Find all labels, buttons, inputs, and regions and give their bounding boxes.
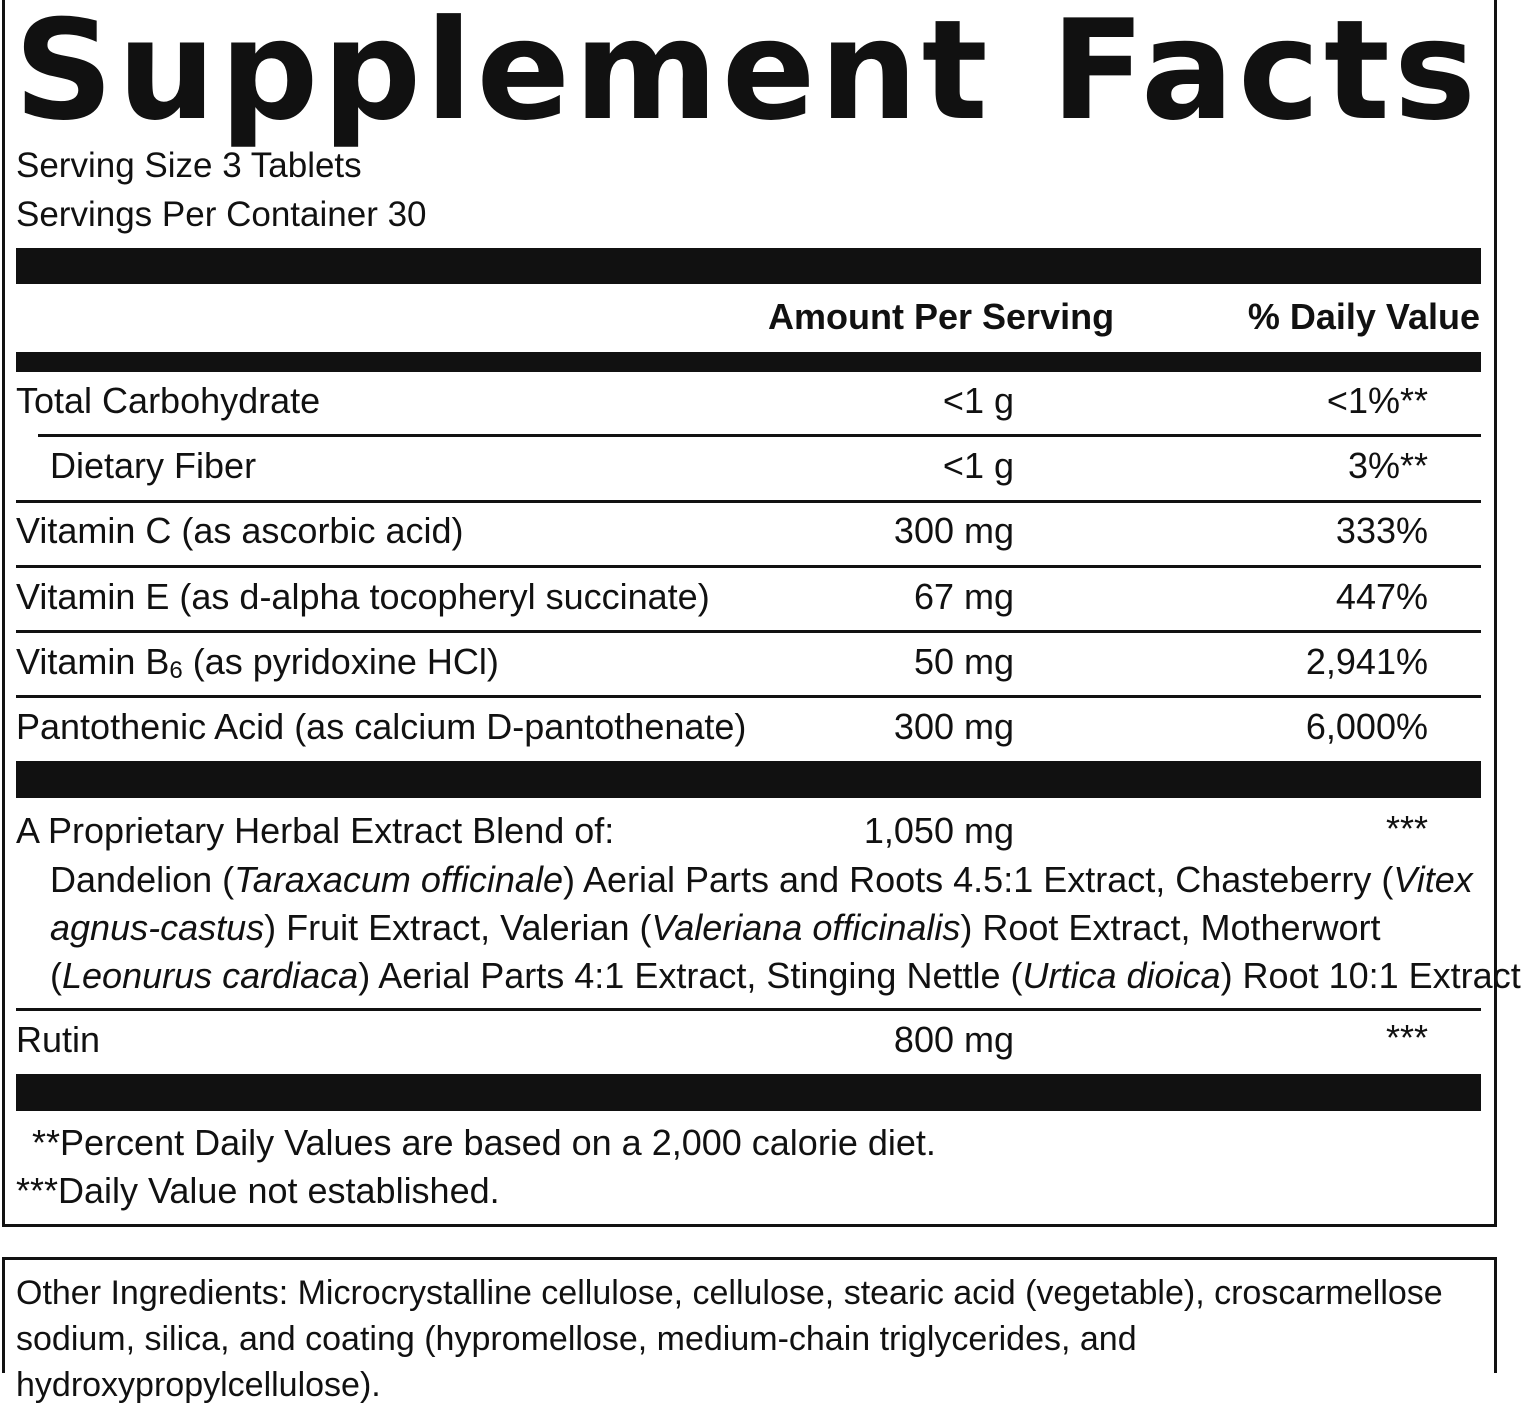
blend-daily-value: *** (1385, 808, 1428, 849)
nutrient-amount: 300 mg (893, 510, 1014, 551)
footnote-daily-value-not-established: ***Daily Value not established. (16, 1170, 500, 1211)
row-divider (16, 1008, 1481, 1011)
nutrient-name-part: (as pyridoxine HCl) (182, 641, 499, 682)
blend-line (50, 952, 1521, 1000)
blend-text-segment: ( (50, 955, 62, 996)
blend-line (50, 904, 1490, 952)
nutrient-name: Vitamin E (as d-alpha tocopheryl succinate) (16, 576, 710, 617)
row-divider (38, 434, 1481, 437)
nutrient-name: Rutin (16, 1019, 101, 1060)
blend-text-segment: ) Root 10:1 Extract (1220, 955, 1521, 996)
blend-text-segment: ) Aerial Parts and Roots 4.5:1 Extract, Chasteberry ( (562, 859, 1394, 900)
other-ingredients: Other Ingredients: Microcrystalline cellulose, cellulose, stearic acid (vegetable), croscarmellose sodium, silica, and coating (hypromellose, medium-chain triglycerides, and hydroxypropylcellulose). (16, 1274, 1443, 1404)
thick-divider-bottom (16, 1074, 1481, 1111)
botanical-name: Valeriana officinalis (651, 907, 961, 948)
nutrient-amount: 300 mg (893, 706, 1014, 747)
blend-text-segment: ) Root Extract, Motherwort (960, 907, 1381, 948)
blend-line (50, 856, 1490, 904)
row-divider (16, 630, 1481, 633)
nutrient-daily-value: 2,941% (1305, 641, 1428, 682)
nutrient-name-part: Vitamin B (16, 641, 170, 682)
blend-ingredients (50, 856, 1521, 1000)
row-divider (16, 695, 1481, 698)
nutrient-name: Pantothenic Acid (as calcium D-pantothenate) (16, 706, 747, 747)
nutrient-name: Vitamin C (as ascorbic acid) (16, 510, 464, 551)
nutrient-name: Dietary Fiber (50, 445, 257, 486)
nutrient-daily-value: 6,000% (1305, 706, 1428, 747)
botanical-name: Taraxacum officinale (234, 859, 563, 900)
nutrient-amount: <1 g (942, 445, 1014, 486)
title-word-facts: Facts (1050, 0, 1480, 151)
blend-text-segment: ) Aerial Parts 4:1 Extract, Stinging Nettle ( (358, 955, 1023, 996)
column-header-amount: Amount Per Serving (768, 296, 1115, 337)
thick-divider-middle (16, 761, 1481, 798)
blend-amount: 1,050 mg (863, 810, 1014, 851)
botanical-name: Urtica dioica (1022, 955, 1221, 996)
nutrient-name (16, 641, 499, 692)
nutrient-daily-value: *** (1385, 1017, 1428, 1058)
row-divider (16, 500, 1481, 503)
title-word-supplement: Supplement (14, 0, 992, 151)
nutrient-daily-value: 3%** (1347, 445, 1428, 486)
nutrient-name: Total Carbohydrate (16, 380, 321, 421)
nutrient-daily-value: <1%** (1326, 380, 1428, 421)
column-header-daily-value: % Daily Value (1247, 296, 1480, 337)
nutrient-daily-value: 447% (1335, 576, 1428, 617)
botanical-name: Leonurus cardiaca (62, 955, 359, 996)
thick-divider-top (16, 248, 1481, 284)
blend-name: A Proprietary Herbal Extract Blend of: (16, 810, 615, 851)
nutrient-amount: 800 mg (893, 1019, 1014, 1060)
botanical-name: agnus-castus (50, 907, 265, 948)
nutrient-amount: 67 mg (913, 576, 1014, 617)
footnote-percent-daily-values: **Percent Daily Values are based on a 2,000 calorie diet. (32, 1122, 936, 1163)
nutrient-amount: 50 mg (913, 641, 1014, 682)
servings-per-container: Servings Per Container 30 (16, 195, 427, 234)
serving-size: Serving Size 3 Tablets (16, 146, 362, 185)
panel-title (14, 0, 1480, 151)
row-divider (16, 565, 1481, 568)
nutrient-daily-value: 333% (1335, 510, 1428, 551)
botanical-name: Vitex (1393, 859, 1473, 900)
blend-text-segment: Dandelion ( (50, 859, 235, 900)
blend-text-segment: ) Fruit Extract, Valerian ( (264, 907, 652, 948)
subscript-six: 6 (169, 657, 183, 684)
thick-divider-header (16, 352, 1481, 372)
nutrient-amount: <1 g (942, 380, 1014, 421)
